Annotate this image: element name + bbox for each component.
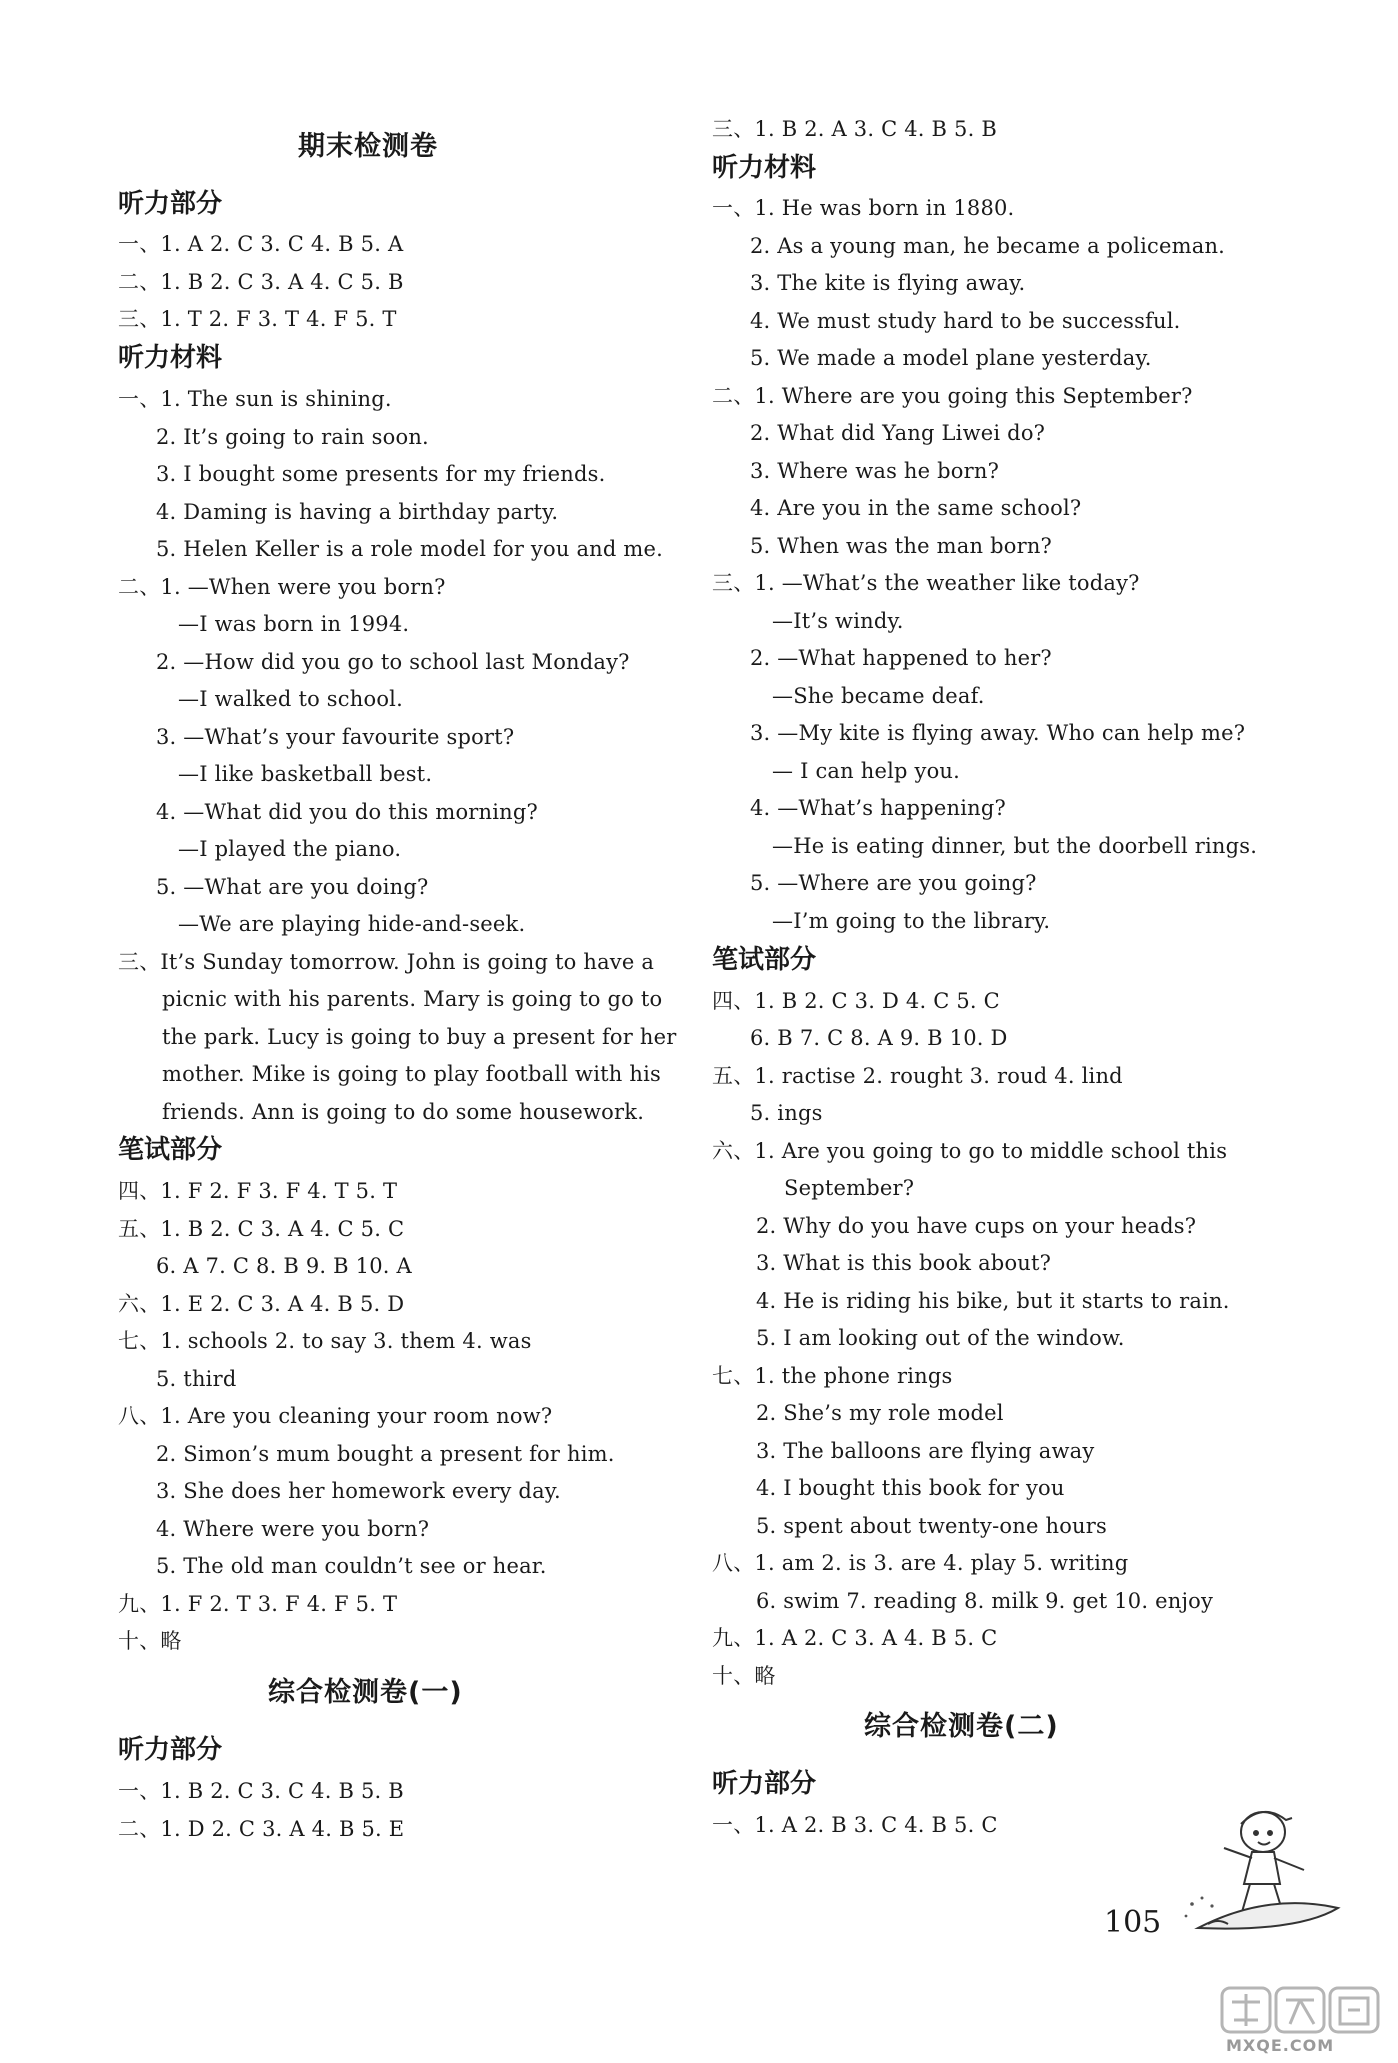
answer-line: 5. spent about twenty-one hours [756,1514,1107,1538]
answer-line: 3. What is this book about? [756,1251,1052,1275]
answer-line: 2. Simon’s mum bought a present for him. [156,1442,615,1466]
answer-line: 七、1. schools 2. to say 3. them 4. was [118,1329,532,1353]
answer-line: 三、1. B 2. A 3. C 4. B 5. B [712,117,997,141]
passage-line: 三、It’s Sunday tomorrow. John is going to have a [118,950,655,974]
heading-listening-material: 听力材料 [118,343,223,373]
answer-line: 三、1. T 2. F 3. T 4. F 5. T [118,307,397,331]
answer-line: 七、1. the phone rings [712,1364,953,1388]
dialog-question: 4. —What did you do this morning? [156,800,538,824]
material-line: 4. We must study hard to be successful. [750,309,1181,333]
answer-line: 6. swim 7. reading 8. milk 9. get 10. enjoy [756,1589,1214,1613]
answer-line: 2. She’s my role model [756,1401,1004,1425]
material-line: 4. Daming is having a birthday party. [156,500,559,524]
answer-line: 十、略 [118,1629,182,1653]
answer-line: 5. I am looking out of the window. [756,1326,1125,1350]
material-line: 2. As a young man, he became a policeman. [750,234,1226,258]
dialog-question: 二、1. —When were you born? [118,575,446,599]
material-line: 5. When was the man born? [750,534,1053,558]
answer-line: 六、1. Are you going to go to middle school this [712,1139,1228,1163]
answer-line: 二、1. D 2. C 3. A 4. B 5. E [118,1817,405,1841]
heading-listening: 听力部分 [118,1735,223,1765]
section-title-comprehensive-2: 综合检测卷(二) [864,1711,1059,1742]
answer-line: 一、1. B 2. C 3. C 4. B 5. B [118,1779,404,1803]
answer-line: 九、1. F 2. T 3. F 4. F 5. T [118,1592,398,1616]
answer-line: 5. ings [750,1101,823,1125]
surfer-mascot-illustration [1178,1800,1348,1950]
heading-listening: 听力部分 [712,1769,817,1799]
dialog-answer: —I was born in 1994. [178,612,410,636]
answer-line: 一、1. A 2. B 3. C 4. B 5. C [712,1813,998,1837]
material-line: 2. What did Yang Liwei do? [750,421,1046,445]
material-line: 二、1. Where are you going this September? [712,384,1193,408]
answer-line: 四、1. F 2. F 3. F 4. T 5. T [118,1179,398,1203]
heading-written: 笔试部分 [712,945,817,975]
answer-line: 2. Why do you have cups on your heads? [756,1214,1197,1238]
dialog-question: 4. —What’s happening? [750,796,1006,820]
dialog-question: 三、1. —What’s the weather like today? [712,571,1140,595]
answer-line: 一、1. A 2. C 3. C 4. B 5. A [118,232,404,256]
page-number: 105 [1104,1905,1162,1940]
answer-line: 5. The old man couldn’t see or hear. [156,1554,547,1578]
heading-listening: 听力部分 [118,189,223,219]
passage-line: the park. Lucy is going to buy a present for her [162,1025,677,1049]
dialog-question: 5. —Where are you going? [750,871,1037,895]
section-title-comprehensive-1: 综合检测卷(一) [268,1677,463,1708]
material-line: 一、1. He was born in 1880. [712,196,1015,220]
answer-line: September? [784,1176,915,1200]
passage-line: friends. Ann is going to do some housework. [162,1100,645,1124]
heading-written: 笔试部分 [118,1135,223,1165]
watermark-site: MXQE.COM [1226,2036,1335,2055]
answer-line: 5. third [156,1367,237,1391]
answer-line: 六、1. E 2. C 3. A 4. B 5. D [118,1292,405,1316]
answer-line: 十、略 [712,1664,776,1688]
dialog-question: 5. —What are you doing? [156,875,429,899]
dialog-answer: —He is eating dinner, but the doorbell rings. [772,834,1258,858]
answer-line: 五、1. ractise 2. rought 3. roud 4. lind [712,1064,1123,1088]
dialog-answer: — I can help you. [772,759,961,783]
dialog-answer: —I walked to school. [178,687,403,711]
material-line: 3. I bought some presents for my friends. [156,462,606,486]
section-title-final-exam: 期末检测卷 [298,131,438,162]
dialog-question: 3. —My kite is flying away. Who can help me? [750,721,1246,745]
passage-line: picnic with his parents. Mary is going to go to [162,987,663,1011]
material-line: 3. Where was he born? [750,459,1000,483]
dialog-question: 2. —What happened to her? [750,646,1052,670]
heading-listening-material: 听力材料 [712,153,817,183]
dialog-answer: —I played the piano. [178,837,402,861]
dialog-answer: —I’m going to the library. [772,909,1051,933]
answer-line: 6. A 7. C 8. B 9. B 10. A [156,1254,412,1278]
material-line: 5. We made a model plane yesterday. [750,346,1152,370]
answer-line: 八、1. Are you cleaning your room now? [118,1404,553,1428]
dialog-question: 2. —How did you go to school last Monday? [156,650,630,674]
material-line: 5. Helen Keller is a role model for you and me. [156,537,664,561]
dialog-question: 3. —What’s your favourite sport? [156,725,515,749]
answer-line: 八、1. am 2. is 3. are 4. play 5. writing [712,1551,1129,1575]
material-line: 2. It’s going to rain soon. [156,425,429,449]
answer-line: 二、1. B 2. C 3. A 4. C 5. B [118,270,404,294]
answer-line: 4. Where were you born? [156,1517,430,1541]
material-line: 4. Are you in the same school? [750,496,1082,520]
material-line: 一、1. The sun is shining. [118,387,392,411]
answer-line: 九、1. A 2. C 3. A 4. B 5. C [712,1626,998,1650]
material-line: 3. The kite is flying away. [750,271,1026,295]
answer-line: 四、1. B 2. C 3. D 4. C 5. C [712,989,1000,1013]
answer-line: 4. I bought this book for you [756,1476,1065,1500]
dialog-answer: —She became deaf. [772,684,985,708]
answer-line: 五、1. B 2. C 3. A 4. C 5. C [118,1217,405,1241]
answer-line: 3. She does her homework every day. [156,1479,561,1503]
dialog-answer: —We are playing hide-and-seek. [178,912,526,936]
dialog-answer: —It’s windy. [772,609,904,633]
passage-line: mother. Mike is going to play football with his [162,1062,661,1086]
answer-line: 3. The balloons are flying away [756,1439,1095,1463]
dialog-answer: —I like basketball best. [178,762,433,786]
answer-line: 4. He is riding his bike, but it starts to rain. [756,1289,1230,1313]
answer-line: 6. B 7. C 8. A 9. B 10. D [750,1026,1008,1050]
